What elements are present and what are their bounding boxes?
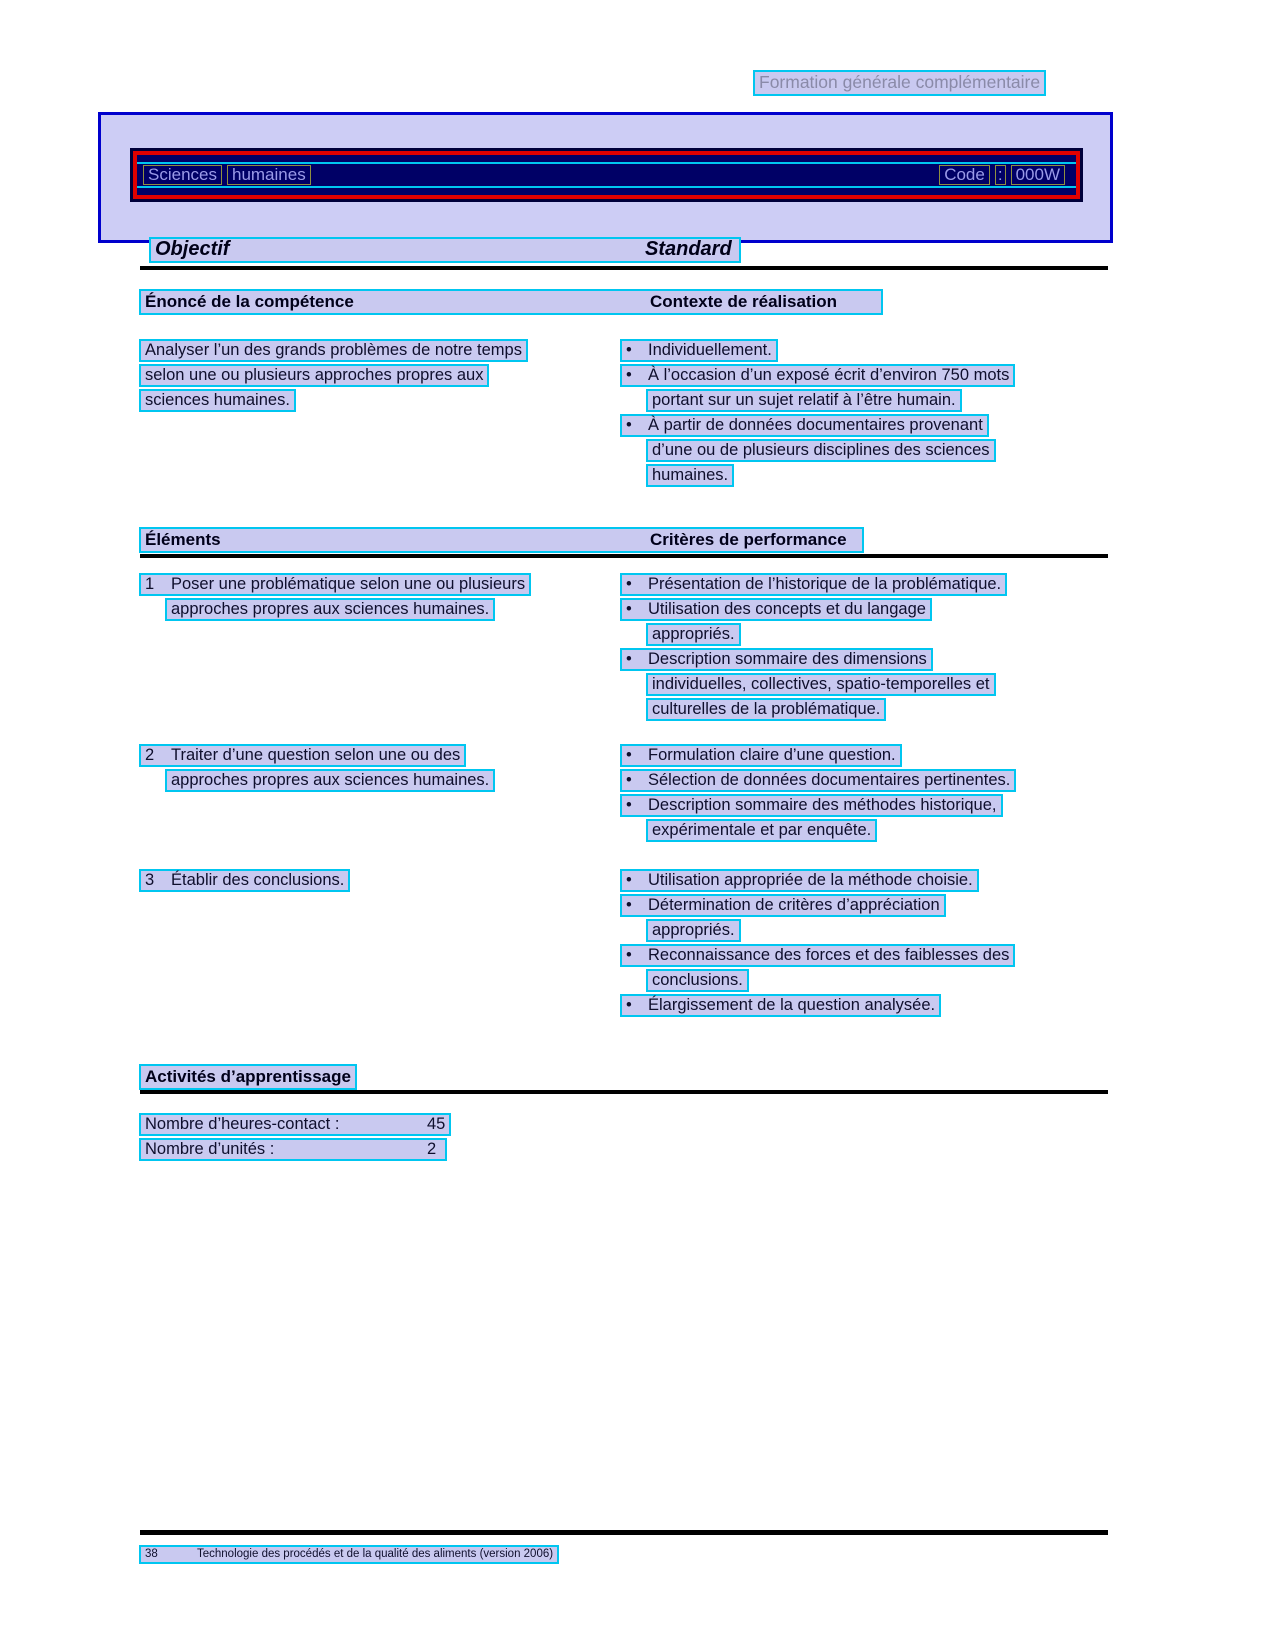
- standard-heading: Standard: [645, 238, 732, 260]
- footer-line: [139, 1545, 559, 1564]
- bullet-continuation: appropriés.: [646, 623, 741, 646]
- bullet-text: Description sommaire des méthodes historique,: [648, 796, 997, 814]
- element-item-3: [139, 869, 624, 894]
- bullet-continuation: culturelles de la problématique.: [646, 698, 886, 721]
- bullet-icon: •: [626, 575, 632, 593]
- objectif-standard-row: [149, 237, 741, 263]
- competence-statement: [139, 339, 624, 414]
- course-title: [143, 165, 316, 185]
- bullet-text: Détermination de critères d’appréciation: [648, 896, 940, 914]
- bullet-row: [620, 894, 946, 917]
- bullet-icon: •: [626, 746, 632, 764]
- contexte-heading: Contexte de réalisation: [650, 292, 838, 311]
- bullet-row: [620, 994, 941, 1017]
- bullet-icon: •: [626, 946, 632, 964]
- units-row: [139, 1138, 447, 1161]
- item-number: 1: [145, 575, 155, 593]
- objectif-heading: Objectif: [155, 238, 230, 260]
- bullet-continuation: appropriés.: [646, 919, 741, 942]
- bullet-row: [620, 573, 1007, 596]
- units-value: 2: [427, 1140, 437, 1158]
- bullet-row: [620, 648, 933, 671]
- bullet-row: [620, 744, 902, 767]
- bullet-continuation: d’une ou de plusieurs disciplines des sciences: [646, 439, 996, 462]
- bullet-continuation: portant sur un sujet relatif à l’être humain.: [646, 389, 962, 412]
- bullet-icon: •: [626, 366, 632, 384]
- bullet-text: Individuellement.: [648, 341, 772, 359]
- course-code-separator: :: [995, 165, 1006, 185]
- bullet-icon: •: [626, 871, 632, 889]
- bullet-continuation: expérimentale et par enquête.: [646, 819, 877, 842]
- bullet-icon: •: [626, 996, 632, 1014]
- bullet-continuation: humaines.: [646, 464, 734, 487]
- bullet-row: [620, 944, 1015, 967]
- element-item-2: [139, 744, 624, 794]
- header-note: Formation générale complémentaire: [753, 70, 1046, 96]
- bullet-text: Élargissement de la question analysée.: [648, 996, 936, 1014]
- item-line: [139, 744, 466, 767]
- item-text: Établir des conclusions.: [171, 871, 345, 889]
- bullet-row: [620, 364, 1015, 387]
- item-number: 2: [145, 746, 155, 764]
- item-continuation: approches propres aux sciences humaines.: [165, 769, 495, 792]
- units-label: Nombre d’unités :: [145, 1140, 275, 1158]
- criteria-list-2: [620, 744, 1120, 844]
- bullet-row: [620, 339, 778, 362]
- course-title-bar: [133, 151, 1080, 199]
- bullet-text: Utilisation appropriée de la méthode choisie.: [648, 871, 973, 889]
- hours-value: 45: [427, 1115, 446, 1133]
- bullet-text: Formulation claire d’une question.: [648, 746, 896, 764]
- course-code-value: 000W: [1011, 165, 1065, 185]
- bullet-text: À l’occasion d’un exposé écrit d’environ 750 mots: [648, 366, 1010, 384]
- course-title-word: Sciences: [143, 165, 222, 185]
- item-text: Traiter d’une question selon une ou des: [171, 746, 461, 764]
- bullet-icon: •: [626, 416, 632, 434]
- footer-text: Technologie des procédés et de la qualité des aliments (version 2006): [197, 1548, 554, 1560]
- bullet-icon: •: [626, 600, 632, 618]
- activities-heading: Activités d’apprentissage: [139, 1064, 357, 1090]
- context-list: [620, 339, 1120, 489]
- footer: [139, 1545, 559, 1564]
- bullet-row: [620, 598, 932, 621]
- elements-heading-row: [139, 527, 864, 553]
- page-number: 38: [145, 1548, 158, 1560]
- divider-rule: [140, 266, 1108, 270]
- statement-line: selon une ou plusieurs approches propres aux: [139, 364, 489, 387]
- hours-label: Nombre d’heures-contact :: [145, 1115, 340, 1133]
- enonce-heading: Énoncé de la compétence: [145, 292, 354, 311]
- activities-details: [139, 1113, 451, 1163]
- bullet-icon: •: [626, 796, 632, 814]
- bullet-text: Reconnaissance des forces et des faiblesses des: [648, 946, 1010, 964]
- course-title-word: humaines: [227, 165, 311, 185]
- criteria-list-3: [620, 869, 1120, 1019]
- elements-heading: Éléments: [145, 530, 221, 549]
- item-continuation: approches propres aux sciences humaines.: [165, 598, 495, 621]
- element-item-1: [139, 573, 624, 623]
- bullet-row: [620, 869, 979, 892]
- course-header-box: [98, 112, 1113, 243]
- bullet-continuation: individuelles, collectives, spatio-temporelles et: [646, 673, 996, 696]
- footer-rule: [140, 1530, 1108, 1535]
- statement-line: sciences humaines.: [139, 389, 296, 412]
- bullet-row: [620, 794, 1003, 817]
- bullet-text: Description sommaire des dimensions: [648, 650, 927, 668]
- competence-heading-row: [139, 289, 883, 315]
- bullet-icon: •: [626, 650, 632, 668]
- divider-rule: [140, 554, 1108, 558]
- item-text: Poser une problématique selon une ou plusieurs: [171, 575, 526, 593]
- item-line: [139, 869, 350, 892]
- bullet-text: Sélection de données documentaires pertinentes.: [648, 771, 1011, 789]
- divider-rule: [140, 1090, 1108, 1094]
- statement-line: Analyser l’un des grands problèmes de notre temps: [139, 339, 528, 362]
- course-title-strip: [137, 162, 1076, 188]
- bullet-text: Utilisation des concepts et du langage: [648, 600, 926, 618]
- bullet-icon: •: [626, 896, 632, 914]
- criteres-heading: Critères de performance: [650, 530, 847, 549]
- bullet-icon: •: [626, 341, 632, 359]
- criteria-list-1: [620, 573, 1120, 723]
- item-number: 3: [145, 871, 155, 889]
- item-line: [139, 573, 531, 596]
- bullet-continuation: conclusions.: [646, 969, 749, 992]
- course-code: [939, 165, 1070, 185]
- bullet-row: [620, 414, 989, 437]
- bullet-row: [620, 769, 1016, 792]
- course-code-label: Code: [939, 165, 990, 185]
- bullet-icon: •: [626, 771, 632, 789]
- hours-row: [139, 1113, 451, 1136]
- bullet-text: Présentation de l’historique de la problématique.: [648, 575, 1002, 593]
- bullet-text: À partir de données documentaires provenant: [648, 416, 983, 434]
